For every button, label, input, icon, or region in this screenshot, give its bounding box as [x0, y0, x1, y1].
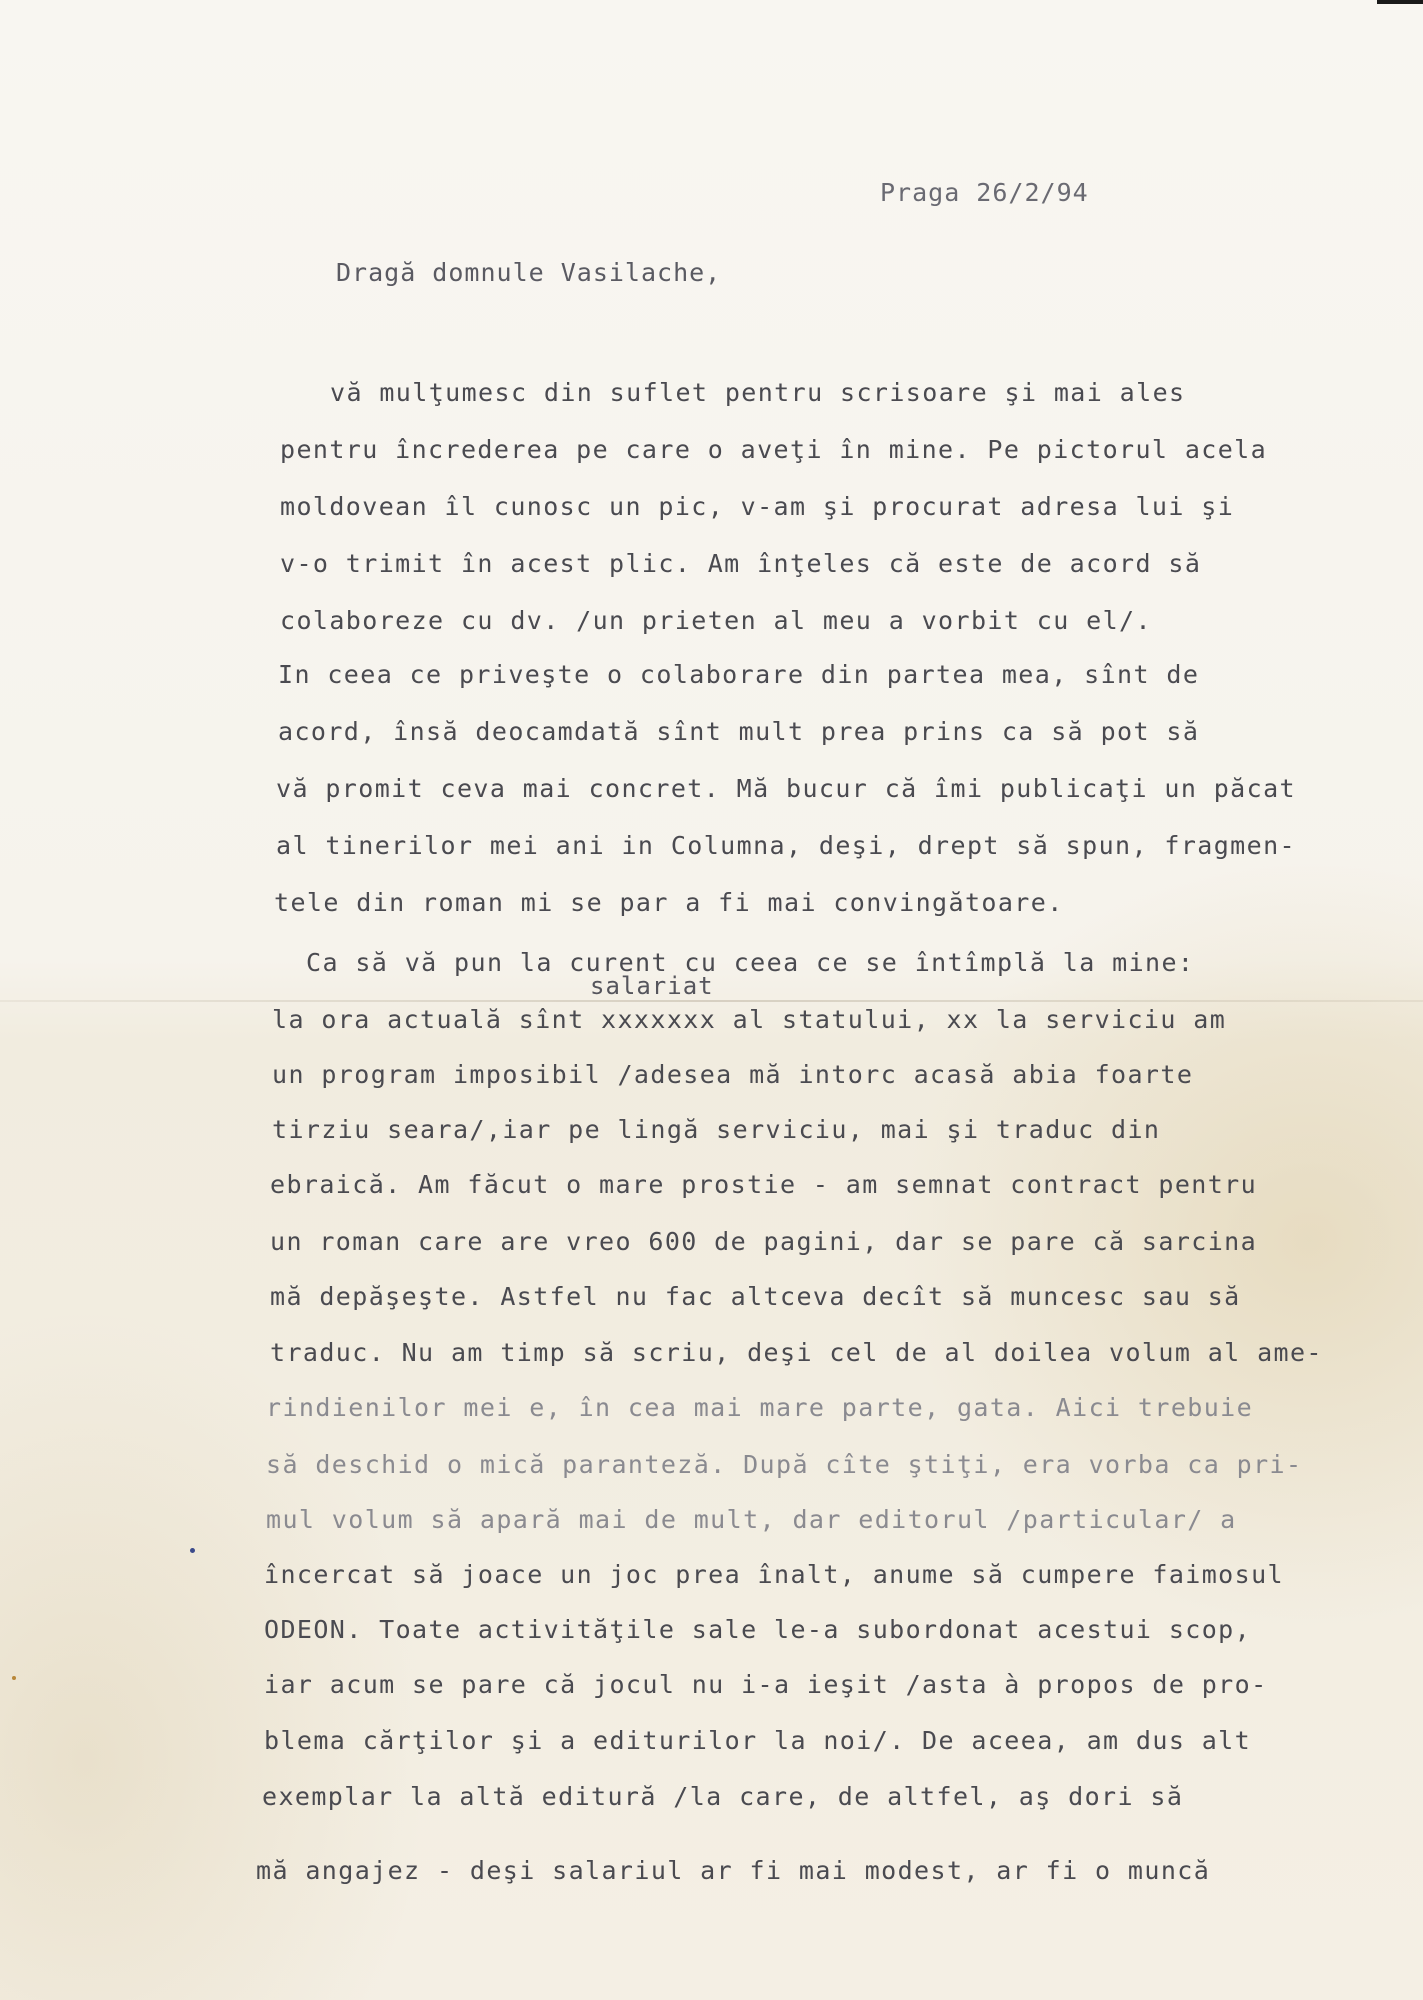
interlinear-correction: salariat	[590, 972, 714, 1000]
body-line-15: ebraică. Am făcut o mare prostie - am semnat contract pentru	[270, 1170, 1258, 1199]
ink-speck	[190, 1548, 195, 1553]
body-line-19: rindienilor mei e, în cea mai mare parte, gata. Aici trebuie	[266, 1393, 1254, 1422]
body-line-22: încercat să joace un joc prea înalt, anume să cumpere faimosul	[264, 1560, 1284, 1589]
body-line-3: moldovean îl cunosc un pic, v-am şi procurat adresa lui şi	[280, 492, 1235, 521]
body-line-2: pentru încrederea pe care o aveţi în mine. Pe pictorul acela	[280, 435, 1268, 464]
body-line-12: la ora actuală sînt xxxxxxx al statului, xx la serviciu am	[272, 1005, 1227, 1034]
body-line-14: tirziu seara/,iar pe lingă serviciu, mai şi traduc din	[272, 1115, 1161, 1144]
body-line-4: v-o trimit în acest plic. Am înţeles că este de acord să	[280, 549, 1202, 578]
body-line-23: ODEON. Toate activităţile sale le-a subordonat acestui scop,	[264, 1615, 1252, 1644]
body-line-9: al tinerilor mei ani in Columna, deşi, drept să spun, fragmen-	[276, 831, 1296, 860]
body-line-16: un roman care are vreo 600 de pagini, dar se pare că sarcina	[270, 1227, 1258, 1256]
body-line-5: colaboreze cu dv. /un prieten al meu a vorbit cu el/.	[280, 606, 1152, 635]
body-line-6: In ceea ce priveşte o colaborare din partea mea, sînt de	[278, 660, 1200, 689]
body-line-26: exemplar la altă editură /la care, de altfel, aş dori să	[262, 1782, 1184, 1811]
body-line-17: mă depăşeşte. Astfel nu fac altceva decît să muncesc sau să	[270, 1282, 1241, 1311]
letter-salutation: Dragă domnule Vasilache,	[336, 258, 722, 287]
body-line-27: mă angajez - deşi salariul ar fi mai modest, ar fi o muncă	[256, 1856, 1211, 1885]
body-line-20: să deschid o mică paranteză. După cîte ştiţi, era vorba ca pri-	[266, 1450, 1303, 1479]
body-line-11: Ca să vă pun la curent cu ceea ce se întîmplă la mine:	[306, 948, 1195, 977]
paper-fold-line	[0, 1000, 1423, 1002]
body-line-25: blema cărţilor şi a editurilor la noi/. De aceea, am dus alt	[264, 1726, 1252, 1755]
body-line-7: acord, însă deocamdată sînt mult prea prins ca să pot să	[278, 717, 1200, 746]
letter-date: Praga 26/2/94	[880, 178, 1089, 207]
ink-speck	[12, 1676, 16, 1680]
body-line-8: vă promit ceva mai concret. Mă bucur că îmi publicaţi un păcat	[276, 774, 1296, 803]
scan-edge-mark	[1377, 0, 1423, 4]
body-line-18: traduc. Nu am timp să scriu, deşi cel de al doilea volum al ame-	[270, 1338, 1323, 1367]
body-line-10: tele din roman mi se par a fi mai convingătoare.	[274, 888, 1064, 917]
body-line-1: vă mulţumesc din suflet pentru scrisoare şi mai ales	[330, 378, 1186, 407]
body-line-24: iar acum se pare că jocul nu i-a ieşit /asta à propos de pro-	[264, 1670, 1268, 1699]
body-line-13: un program imposibil /adesea mă intorc acasă abia foarte	[272, 1060, 1194, 1089]
body-line-21: mul volum să apară mai de mult, dar editorul /particular/ a	[266, 1505, 1237, 1534]
